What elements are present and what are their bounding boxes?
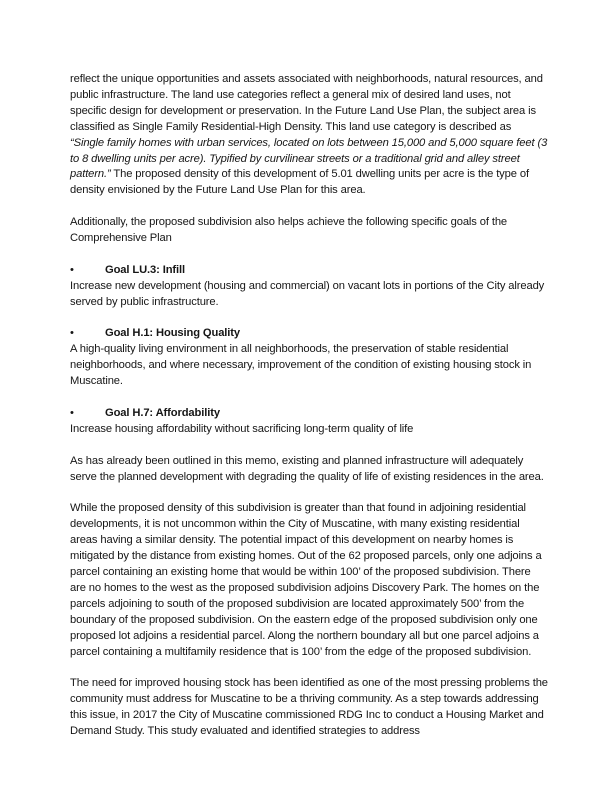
goal-body: Increase housing affordability without sacrificing long-term quality of life — [70, 422, 414, 435]
text-run: “Single family homes with urban services, located on lots between 15,000 and 5,000 square feet (3 to 8 dwelling units per acre). Typified by curvilinear streets or a traditional grid and alley street pattern.” — [70, 136, 548, 181]
text-run: As has already been outlined in this memo, existing and planned infrastructure will adequately serve the planned development with degrading the quality of life of existing residences in the area. — [70, 454, 544, 483]
goal-heading: Goal H.7: Affordability — [105, 406, 220, 419]
goal-block — [70, 406, 548, 438]
text-run: The need for improved housing stock has been identified as one of the most pressing problems the community must address for Muscatine to be a thriving community. As a step towards addressing this issue, in 2017 the City of Muscatine commissioned RDG Inc to conduct a Housing Market and Demand Study. This study evaluated and identified strategies to address — [70, 677, 548, 738]
goal-heading: Goal LU.3: Infill — [105, 263, 186, 276]
document-content — [70, 72, 548, 756]
goal-heading: Goal H.1: Housing Quality — [105, 327, 240, 340]
goal-block — [70, 263, 548, 311]
paragraph — [70, 215, 548, 247]
text-run: The proposed density of this development of 5.01 dwelling units per acre is the type of density envisioned by the Future Land Use Plan for this area. — [70, 168, 529, 197]
text-run: reflect the unique opportunities and assets associated with neighborhoods, natural resources, and public infrastructure. The land use categories reflect a general mix of desired land uses, not specific design for development or preservation. In the Future Land Use Plan, the subject area is classified as Single Family Residential-High Density. This land use category is described as — [70, 73, 543, 133]
goal-body: Increase new development (housing and commercial) on vacant lots in portions of the City already served by public infrastructure. — [70, 279, 545, 308]
bullet-icon: • — [70, 406, 74, 419]
paragraph — [70, 454, 548, 486]
goal-heading-line — [70, 263, 548, 279]
bullet-icon: • — [70, 327, 74, 340]
text-run: While the proposed density of this subdivision is greater than that found in adjoining residential developments, it is not uncommon within the City of Muscatine, with many existing residential areas having a similar density. The potential impact of this development on nearby homes is mitigated by the distance from existing homes. Out of the 62 proposed parcels, only one adjoins a parcel containing an existing home that would be within 100’ of the proposed subdivision. There are no homes to the west as the proposed subdivision adjoins Discovery Park. The homes on the parcels adjoining to south of the proposed subdivision are located approximately 500’ from the boundary of the proposed subdivision. On the eastern edge of the proposed subdivision only one proposed lot adjoins a residential parcel. Along the northern boundary all but one parcel adjoins a parcel containing a multifamily residence that is 100’ from the edge of the proposed subdivision. — [70, 502, 542, 658]
paragraph — [70, 676, 548, 740]
bullet-icon: • — [70, 263, 74, 276]
goal-heading-line — [70, 326, 548, 342]
paragraph — [70, 501, 548, 660]
goal-block — [70, 326, 548, 390]
paragraph — [70, 72, 548, 199]
text-run: Additionally, the proposed subdivision also helps achieve the following specific goals of the Comprehensive Plan — [70, 216, 508, 245]
goal-heading-line — [70, 406, 548, 422]
goal-body: A high-quality living environment in all neighborhoods, the preservation of stable residential neighborhoods, and where necessary, improvement of the condition of existing housing stock in Muscatine. — [70, 343, 532, 388]
